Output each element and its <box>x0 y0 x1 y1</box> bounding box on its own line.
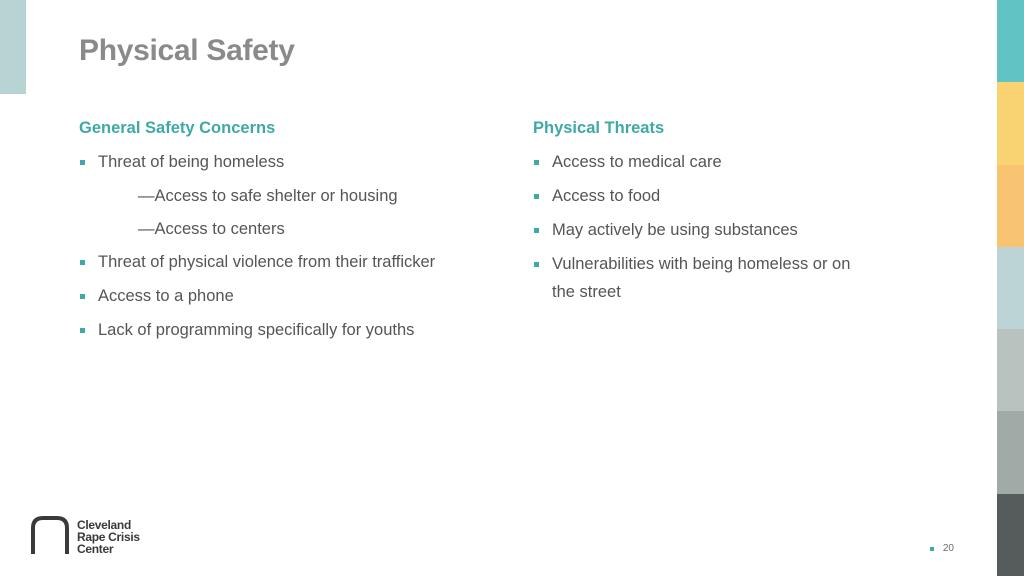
list-item <box>533 250 863 306</box>
right-column-heading: Physical Threats <box>533 119 665 137</box>
list-item-text: May actively be using substances <box>552 221 798 239</box>
left-column-heading: General Safety Concerns <box>79 119 276 137</box>
list-item-text: Threat of being homeless <box>98 153 285 171</box>
bullet-icon <box>534 228 539 233</box>
list-item-text: Access to a phone <box>98 287 234 305</box>
stripe-dark-gray <box>997 411 1024 493</box>
bullet-icon <box>534 262 539 267</box>
stripe-gray <box>997 329 1024 411</box>
sub-list-item: —Access to centers <box>138 220 285 238</box>
bullet-icon <box>534 160 539 165</box>
list-item-text: Access to food <box>552 187 661 205</box>
list-item <box>79 150 509 174</box>
stripe-yellow <box>997 82 1024 164</box>
logo-line-3: Center <box>77 542 114 556</box>
list-item-text: Access to medical care <box>552 153 722 171</box>
color-stripe-bar <box>997 0 1024 576</box>
list-item <box>79 250 509 274</box>
logo-wordmark <box>77 519 140 555</box>
list-item-text: Lack of programming specifically for youths <box>98 321 415 339</box>
list-item <box>533 218 863 242</box>
logo-line-2: Rape Crisis <box>77 530 140 544</box>
bullet-icon <box>80 160 85 165</box>
list-item <box>533 150 863 174</box>
list-item-text: Vulnerabilities with being homeless or on the street <box>552 255 851 301</box>
list-item <box>79 284 509 308</box>
stripe-teal <box>997 0 1024 82</box>
page-bullet-icon <box>930 547 934 551</box>
list-item-text: Threat of physical violence from their trafficker <box>98 253 436 271</box>
sub-list-item: —Access to safe shelter or housing <box>138 187 398 205</box>
slide-title: Physical Safety <box>79 34 295 67</box>
organization-logo <box>30 516 140 555</box>
slide-footer <box>930 543 954 554</box>
list-item <box>533 184 863 208</box>
stripe-orange <box>997 165 1024 247</box>
stripe-charcoal <box>997 494 1024 576</box>
bullet-icon <box>80 260 85 265</box>
logo-line-1: Cleveland <box>77 518 131 532</box>
bullet-icon <box>534 194 539 199</box>
list-item <box>79 318 509 342</box>
stripe-light-blue <box>997 247 1024 329</box>
left-column <box>79 116 509 352</box>
right-column <box>533 116 863 316</box>
page-number: 20 <box>942 543 954 554</box>
bullet-icon <box>80 294 85 299</box>
bullet-icon <box>80 328 85 333</box>
logo-arch-icon <box>30 516 70 554</box>
corner-accent-block <box>0 0 26 94</box>
